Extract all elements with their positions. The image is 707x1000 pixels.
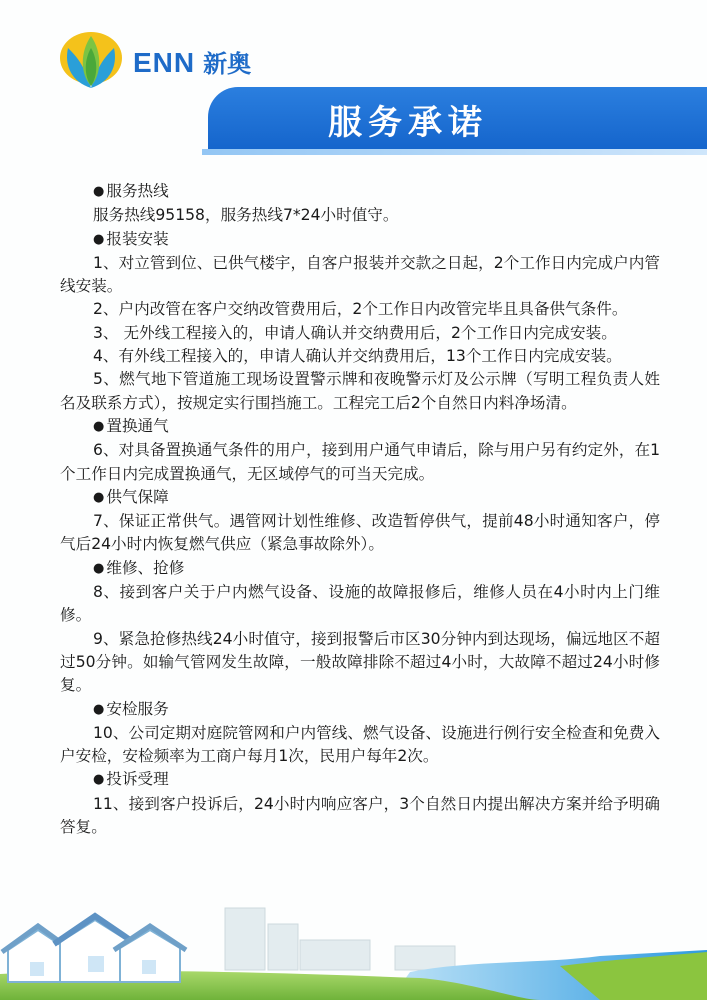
page-title: 服务承诺 — [328, 103, 488, 143]
decorative-town-scene — [0, 890, 707, 1000]
section-heading: ● 报装安装 — [93, 229, 169, 248]
service-commitments — [60, 180, 660, 839]
section-heading: ● 供气保障 — [93, 487, 169, 506]
brand-chinese: 新奥 — [203, 50, 252, 78]
title-banner — [208, 87, 707, 149]
section-paragraph: 4、有外线工程接入的，申请人确认并交纳费用后，13个工作日内完成安装。 — [93, 347, 622, 366]
brand-name — [133, 44, 251, 79]
section-paragraph: 11、接到客户投诉后，24小时内响应客户，3个自然日内提出解决方案并给予明确答复。 — [60, 794, 660, 837]
section-heading: ● 置换通气 — [93, 416, 169, 435]
section-paragraph: 7、保证正常供气。遇管网计划性维修、改造暂停供气，提前48小时通知客户，停气后24小时内恢复燃气供应（紧急事故除外）。 — [60, 512, 660, 554]
section-paragraph: 5、燃气地下管道施工现场设置警示牌和夜晚警示灯及公示牌（写明工程负责人姓名及联系方式），按规定实行围挡施工。工程完工后2个自然日内料净场清。 — [60, 370, 660, 412]
section-heading: ● 投诉受理 — [93, 770, 169, 789]
section-paragraph: 6、对具备置换通气条件的用户，接到用户通气申请后，除与用户另有约定外，在1个工作日内完成置换通气，无区域停气的可当天完成。 — [60, 441, 660, 483]
brand-english: ENN — [133, 47, 196, 78]
section-paragraph: 10、公司定期对庭院管网和户内管线、燃气设备、设施进行例行安全检查和免费入户安检，安检频率为工商户每月1次，民用户每年2次。 — [60, 723, 660, 766]
section-paragraph: 2、户内改管在客户交纳改管费用后，2个工作日内改管完毕且具备供气条件。 — [93, 300, 628, 319]
section-paragraph: 1、对立管到位、已供气楼宇，自客户报装并交款之日起，2个工作日内完成户内管线安装。 — [60, 253, 660, 296]
section-heading: ● 服务热线 — [93, 182, 169, 200]
section-paragraph: 3、 无外线工程接入的，申请人确认并交纳费用后，2个工作日内完成安装。 — [93, 323, 617, 342]
section-heading: ● 维修、抢修 — [93, 558, 185, 577]
section-heading: ● 安检服务 — [93, 699, 169, 718]
section-paragraph: 服务热线95158，服务热线7*24小时值守。 — [93, 206, 399, 225]
section-paragraph: 8、接到客户关于户内燃气设备、设施的故障报修后，维修人员在4小时内上门维修。 — [60, 583, 660, 625]
enn-logo-icon — [58, 30, 124, 92]
section-paragraph: 9、紧急抢修热线24小时值守，接到报警后市区30分钟内到达现场，偏远地区不超过50分钟。如输气管网发生故障，一般故障排除不超过4小时，大故障不超过24小时修复。 — [60, 629, 660, 695]
